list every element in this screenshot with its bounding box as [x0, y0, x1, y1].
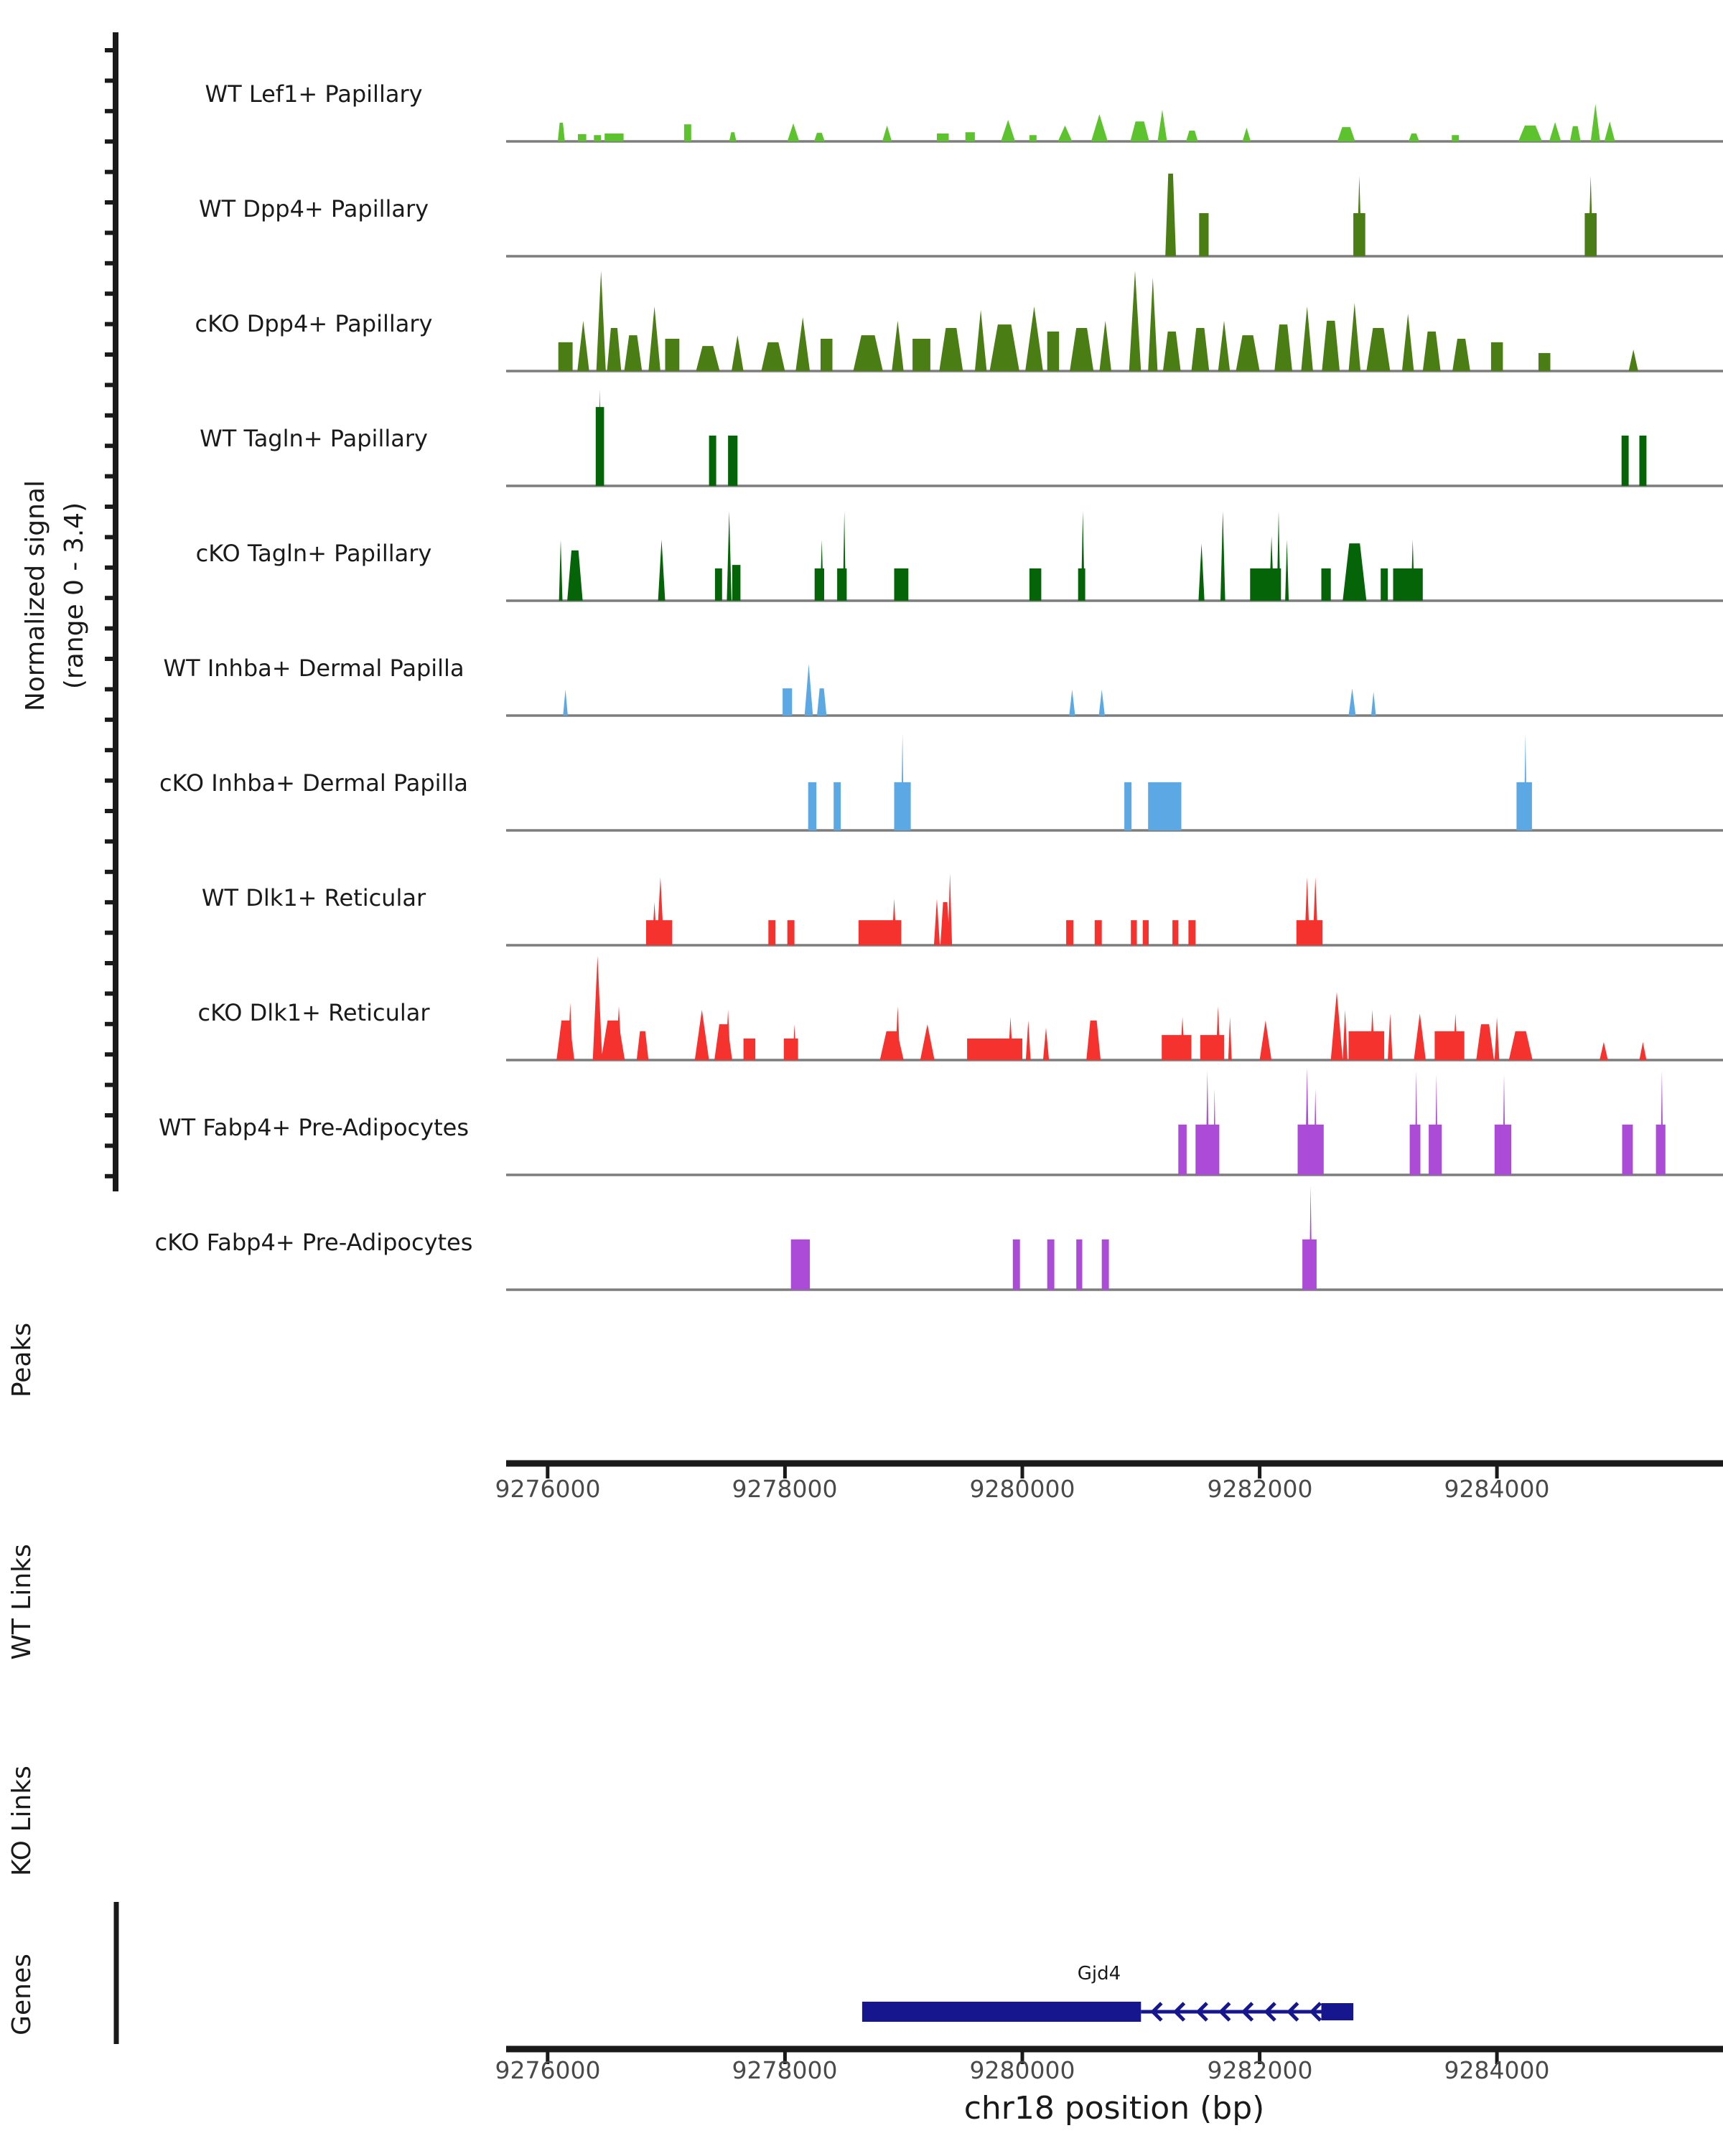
track-label-wt-dlk1: WT Dlk1+ Reticular: [201, 884, 426, 911]
section-label-peaks: Peaks: [7, 1322, 37, 1398]
track-label-cko-fabp4: cKO Fabp4+ Pre-Adipocytes: [154, 1229, 473, 1256]
signal-tracks: [506, 104, 1723, 1290]
track-label-cko-inhba: cKO Inhba+ Dermal Papilla: [159, 769, 468, 797]
x-axis-title: chr18 position (bp): [963, 2090, 1265, 2127]
track-label-cko-dlk1: cKO Dlk1+ Reticular: [197, 999, 430, 1026]
peaks-tick-label: 9276000: [495, 1475, 601, 1503]
peaks-tick-label: 9282000: [1207, 1475, 1313, 1503]
peaks-tick-label: 9284000: [1444, 1475, 1550, 1503]
section-label-wt-links: WT Links: [7, 1544, 37, 1660]
track-label-wt-dpp4: WT Dpp4+ Papillary: [198, 195, 429, 222]
gene-name-label: Gjd4: [1077, 1963, 1121, 1984]
section-label-genes: Genes: [7, 1954, 37, 2035]
y-axis-label-line1: Normalized signal: [21, 479, 50, 712]
x-tick-label: 9276000: [495, 2056, 601, 2084]
section-label-ko-links: KO Links: [7, 1766, 37, 1876]
track-label-cko-tagln: cKO Tagln+ Papillary: [195, 540, 432, 567]
track-label-wt-tagln: WT Tagln+ Papillary: [200, 425, 428, 452]
y-axis-label-line2: (range 0 - 3.4): [60, 502, 89, 690]
track-label-wt-inhba: WT Inhba+ Dermal Papilla: [163, 655, 464, 682]
peaks-tick-label: 9278000: [732, 1475, 838, 1503]
x-tick-label: 9284000: [1444, 2056, 1550, 2084]
track-label-wt-lef1: WT Lef1+ Papillary: [205, 80, 423, 108]
gene-model-gjd4: [862, 2002, 1353, 2022]
track-label-cko-dpp4: cKO Dpp4+ Papillary: [195, 310, 433, 337]
x-tick-label: 9282000: [1207, 2056, 1313, 2084]
peaks-tick-label: 9280000: [969, 1475, 1075, 1503]
x-tick-label: 9278000: [732, 2056, 838, 2084]
track-label-wt-fabp4: WT Fabp4+ Pre-Adipocytes: [159, 1114, 469, 1141]
x-tick-label: 9280000: [969, 2056, 1075, 2084]
